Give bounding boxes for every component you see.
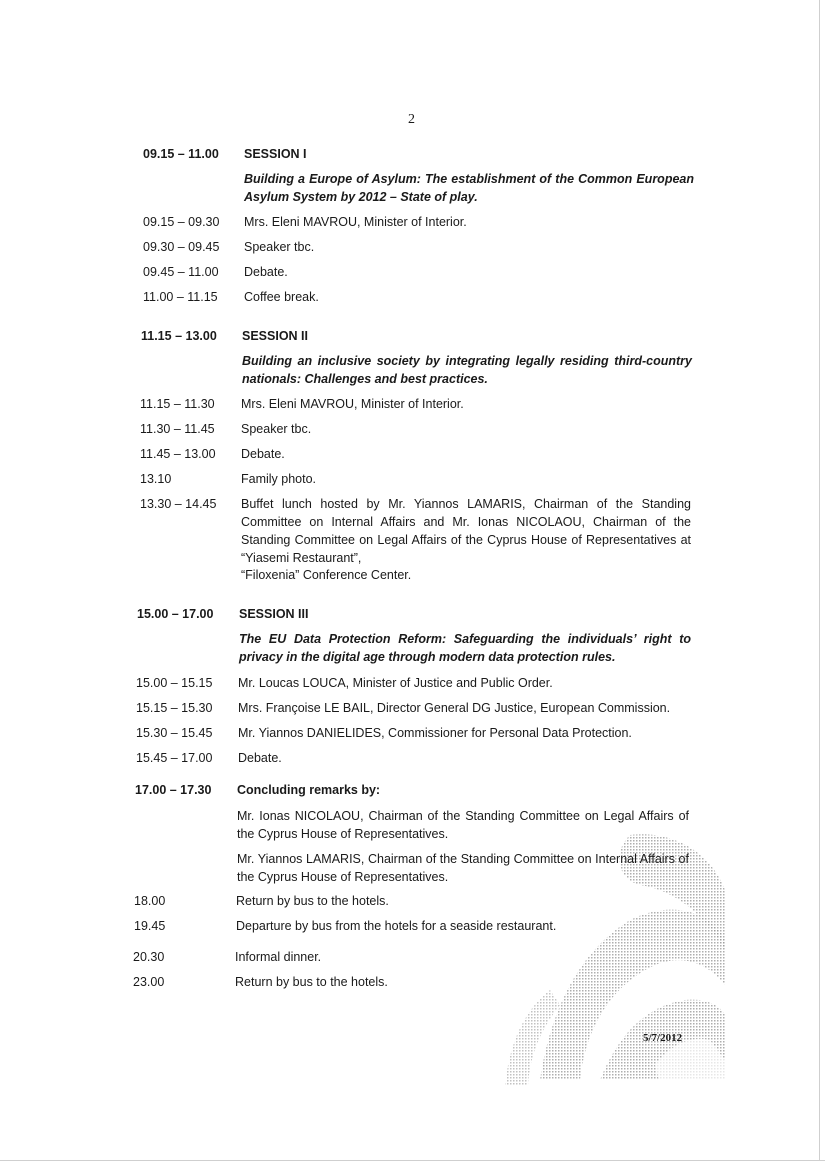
agenda-item-continued: “Filoxenia” Conference Center. [241, 568, 412, 582]
agenda-item: Return by bus to the hotels. [236, 894, 389, 908]
agenda-item: Debate. [238, 751, 282, 765]
agenda-item: Return by bus to the hotels. [235, 975, 388, 989]
agenda-time: 11.45 – 13.00 [140, 447, 216, 461]
agenda-time: 15.30 – 15.45 [136, 726, 213, 740]
concluding-speaker: Mr. Ionas NICOLAOU, Chairman of the Standing Committee on Legal Affairs of the Cyprus House of Representatives. [237, 809, 689, 841]
agenda-item: Mrs. Eleni MAVROU, Minister of Interior. [244, 215, 467, 229]
agenda-item: Speaker tbc. [244, 240, 315, 254]
concluding-title: Concluding remarks by: [237, 783, 381, 797]
session-subtitle: Building a Europe of Asylum: The establishment of the Common European Asylum System by 2012 – State of play. [244, 172, 694, 204]
agenda-item: Informal dinner. [235, 950, 322, 964]
agenda-item: Debate. [244, 265, 288, 279]
session-title: SESSION II [242, 329, 308, 343]
agenda-item: Buffet lunch hosted by Mr. Yiannos LAMARIS, Chairman of the Standing Committee on Internal Affairs and Mr. Ionas NICOLAOU, Chairman of the Standing Committee on Legal Affairs of the Cyprus House of Representatives at “Yiasemi Restaurant”, [241, 497, 691, 565]
agenda-item: Coffee break. [244, 290, 319, 304]
agenda-time: 09.30 – 09.45 [143, 240, 220, 254]
agenda-time: 20.30 [133, 950, 165, 964]
concluding-speaker: Mr. Yiannos LAMARIS, Chairman of the Standing Committee on Internal Affairs of the Cyprus House of Representatives. [237, 852, 689, 884]
agenda-item: Departure by bus from the hotels for a seaside restaurant. [236, 919, 557, 933]
agenda-time: 19.45 [134, 919, 166, 933]
session-time: 11.15 – 13.00 [141, 329, 217, 343]
agenda-item: Family photo. [241, 472, 317, 486]
session-time: 15.00 – 17.00 [137, 607, 214, 621]
agenda-time: 15.15 – 15.30 [136, 701, 213, 715]
agenda-time: 15.45 – 17.00 [136, 751, 213, 765]
scan-edge-bottom [0, 1160, 825, 1161]
session-subtitle: The EU Data Protection Reform: Safeguarding the individuals’ right to privacy in the digital age through modern data protection rules. [239, 632, 691, 664]
session-title: SESSION I [244, 147, 307, 161]
agenda-time: 18.00 [134, 894, 166, 908]
session-subtitle: Building an inclusive society by integrating legally residing third-country nationals: Challenges and best practices. [242, 354, 692, 386]
agenda-time: 09.45 – 11.00 [143, 265, 219, 279]
session-title: SESSION III [239, 607, 309, 621]
agenda-time: 11.30 – 11.45 [140, 422, 215, 436]
agenda-time: 15.00 – 15.15 [136, 676, 213, 690]
agenda-time: 13.10 [140, 472, 172, 486]
agenda-time: 11.00 – 11.15 [143, 290, 218, 304]
agenda-time: 23.00 [133, 975, 165, 989]
scan-edge-right [819, 0, 820, 1160]
agenda-time: 09.15 – 09.30 [143, 215, 220, 229]
agenda-item: Mrs. Eleni MAVROU, Minister of Interior. [241, 397, 464, 411]
agenda-item: Mr. Loucas LOUCA, Minister of Justice and Public Order. [238, 676, 553, 690]
agenda-time: 13.30 – 14.45 [140, 497, 217, 511]
concluding-time: 17.00 – 17.30 [135, 783, 212, 797]
footer-date: 5/7/2012 [643, 1032, 683, 1044]
agenda-time: 11.15 – 11.30 [140, 397, 215, 411]
page-number: 2 [408, 112, 415, 127]
session-time: 09.15 – 11.00 [143, 147, 219, 161]
agenda-item: Mr. Yiannos DANIELIDES, Commissioner for Personal Data Protection. [238, 726, 632, 740]
agenda-item: Speaker tbc. [241, 422, 312, 436]
agenda-item: Debate. [241, 447, 285, 461]
agenda-item: Mrs. Françoise LE BAIL, Director General DG Justice, European Commission. [238, 701, 671, 715]
